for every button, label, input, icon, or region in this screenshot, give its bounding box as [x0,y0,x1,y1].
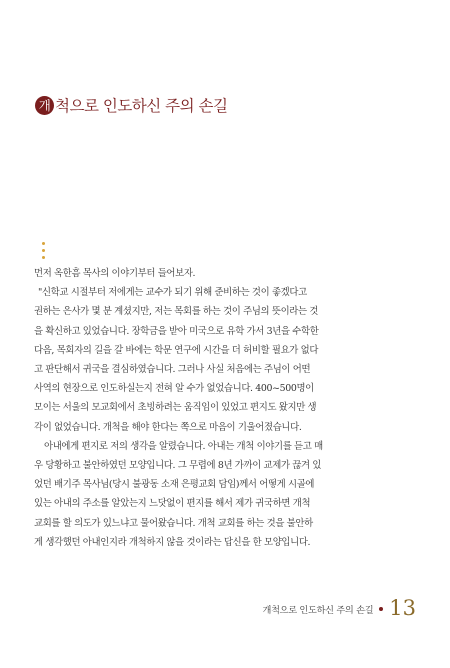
body-line: 먼저 옥한흠 목사의 이야기부터 들어보자. [34,268,196,279]
dot [42,256,45,259]
body-line: 을 확신하고 있었습니다. 장학금을 받아 미국으로 유학 가서 3년을 수학한 [34,325,319,337]
body-text [34,264,416,552]
page-footer [263,598,417,619]
page-number: 13 [389,596,416,620]
bullet-dot-icon [379,607,383,611]
chapter-title [35,94,228,116]
body-line: 다음, 목회자의 길을 갈 바에는 학문 연구에 시간을 더 허비할 필요가 없다 [34,344,319,356]
body-line: 사역의 현장으로 인도하실는지 전혀 알 수가 없었습니다. 400~500명이 [34,383,314,395]
body-line: 각이 없었습니다. 개척을 해야 한다는 쪽으로 마음이 기울어졌습니다. [34,421,302,433]
chapter-title-text: 척으로 인도하신 주의 손길 [55,97,228,115]
running-head: 개척으로 인도하신 주의 손길 [262,604,374,616]
body-line: "신학교 시절부터 저에게는 교수가 되기 위해 준비하는 것이 좋겠다고 [38,287,307,299]
chapter-title-initial: 개 [35,96,54,115]
body-line: 교회를 할 의도가 있느냐고 물어왔습니다. 개척 교회를 하는 것을 불안하 [34,517,313,529]
body-line: 권하는 은사가 몇 분 계셨지만, 저는 목회를 하는 것이 주님의 뜻이라는 것 [34,306,319,318]
dot [42,249,45,252]
body-line: 우 당황하고 불안하였던 모양입니다. 그 무렵에 8년 가까이 교제가 끊겨 있 [34,460,322,472]
body-line: 아내에게 편지로 저의 생각을 알렸습니다. 아내는 개척 이야기를 듣고 매 [44,440,323,452]
body-line: 었던 배기주 목사님(당시 불광동 소재 은평교회 담임)께서 어떻게 시골에 [34,479,315,491]
body-line: 고 판단해서 귀국을 결심하였습니다. 그러나 사실 처음에는 주님이 어떤 [34,364,311,376]
dot [42,242,45,245]
body-line: 모이는 서울의 모교회에서 초빙하려는 움직임이 있었고 편지도 왔지만 생 [34,402,317,414]
body-line: 있는 아내의 주소를 알았는지 느닷없이 편지를 해서 제가 귀국하면 개척 [34,498,311,510]
body-line: 게 생각했던 아내인지라 개척하지 않을 것이라는 답신을 한 모양입니다. [34,536,311,548]
section-marker-dots-icon [42,242,48,263]
